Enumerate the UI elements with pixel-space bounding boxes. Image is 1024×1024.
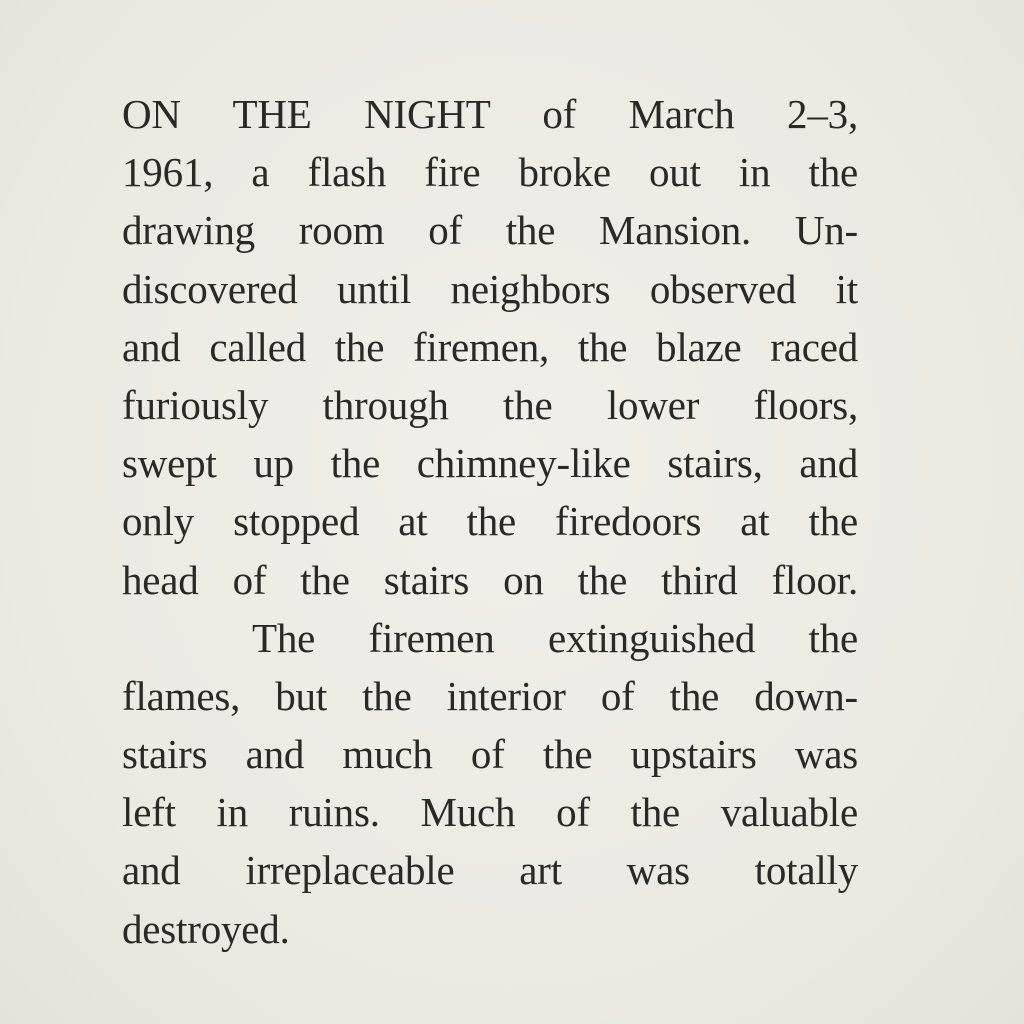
text-line: head of the stairs on the third floor. — [122, 556, 858, 603]
text-line: destroyed. — [122, 905, 290, 952]
text-line: and called the firemen, the blaze raced — [122, 323, 858, 370]
body-text — [122, 85, 858, 958]
text-line: drawing room of the Mansion. Un- — [122, 207, 858, 254]
text-line: ON THE NIGHT of March 2–3, — [122, 91, 858, 137]
text-line: flames, but the interior of the down- — [122, 672, 858, 719]
text-line: and irreplaceable art was totally — [122, 847, 858, 894]
text-line: left in ruins. Much of the valuable — [122, 789, 858, 836]
text-line: furiously through the lower floors, — [122, 381, 858, 428]
paragraph-1 — [122, 85, 858, 609]
text-line: The firemen extinguished the — [252, 614, 858, 661]
text-line: stairs and much of the upstairs was — [122, 731, 858, 778]
text-line: discovered until neighbors observed it — [122, 265, 858, 312]
paragraph-2 — [122, 609, 858, 958]
text-line: swept up the chimney-like stairs, and — [122, 440, 858, 487]
text-line: 1961, a flash fire broke out in the — [122, 149, 858, 196]
text-line: only stopped at the firedoors at the — [122, 498, 858, 545]
